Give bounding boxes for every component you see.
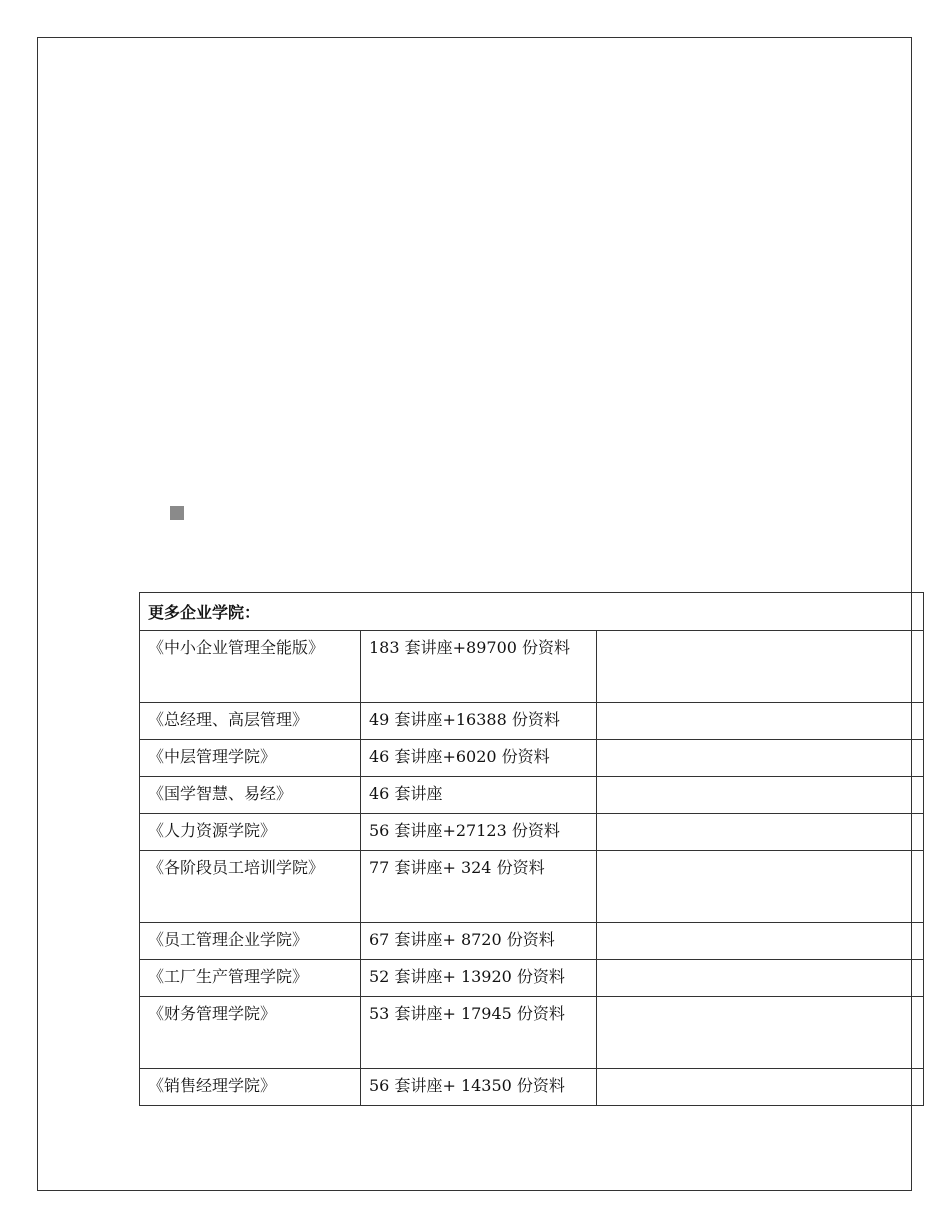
blank-cell (597, 814, 912, 851)
blank-cell (597, 851, 912, 923)
blank-cell (597, 740, 912, 777)
blank-cell (912, 740, 924, 777)
academy-name: 《中小企业管理全能版》 (140, 631, 361, 703)
academy-name: 《员工管理企业学院》 (140, 923, 361, 960)
academy-detail: 77 套讲座+ 324 份资料 (361, 851, 597, 923)
table-header-row (140, 593, 924, 631)
table-row (140, 777, 924, 814)
table-row (140, 923, 924, 960)
blank-cell (597, 997, 912, 1069)
academy-detail: 56 套讲座+ 14350 份资料 (361, 1069, 597, 1106)
academy-detail: 53 套讲座+ 17945 份资料 (361, 997, 597, 1069)
blank-cell (912, 1069, 924, 1106)
academy-detail: 56 套讲座+27123 份资料 (361, 814, 597, 851)
square-bullet-icon (170, 506, 184, 520)
academy-name: 《财务管理学院》 (140, 997, 361, 1069)
blank-cell (597, 923, 912, 960)
blank-cell (912, 777, 924, 814)
blank-cell (912, 703, 924, 740)
academy-name: 《中层管理学院》 (140, 740, 361, 777)
table-row (140, 814, 924, 851)
academy-detail: 67 套讲座+ 8720 份资料 (361, 923, 597, 960)
table-row (140, 960, 924, 997)
blank-cell (597, 960, 912, 997)
table-row (140, 703, 924, 740)
academy-name: 《各阶段员工培训学院》 (140, 851, 361, 923)
table-row (140, 1069, 924, 1106)
section-title: 更多企业学院： (140, 593, 924, 631)
academy-name: 《总经理、高层管理》 (140, 703, 361, 740)
academy-detail: 183 套讲座+89700 份资料 (361, 631, 597, 703)
blank-cell (912, 814, 924, 851)
blank-cell (597, 631, 912, 703)
academy-detail: 46 套讲座+6020 份资料 (361, 740, 597, 777)
academy-name: 《国学智慧、易经》 (140, 777, 361, 814)
blank-cell (912, 851, 924, 923)
table-row (140, 997, 924, 1069)
table-row (140, 740, 924, 777)
academy-name: 《销售经理学院》 (140, 1069, 361, 1106)
academy-detail: 49 套讲座+16388 份资料 (361, 703, 597, 740)
academy-name: 《工厂生产管理学院》 (140, 960, 361, 997)
blank-cell (597, 703, 912, 740)
blank-cell (912, 997, 924, 1069)
academy-detail: 46 套讲座 (361, 777, 597, 814)
table-row (140, 631, 924, 703)
academy-table (139, 592, 924, 1106)
academy-name: 《人力资源学院》 (140, 814, 361, 851)
table-row (140, 851, 924, 923)
blank-cell (912, 631, 924, 703)
academy-detail: 52 套讲座+ 13920 份资料 (361, 960, 597, 997)
blank-cell (597, 777, 912, 814)
blank-cell (912, 960, 924, 997)
blank-cell (597, 1069, 912, 1106)
blank-cell (912, 923, 924, 960)
